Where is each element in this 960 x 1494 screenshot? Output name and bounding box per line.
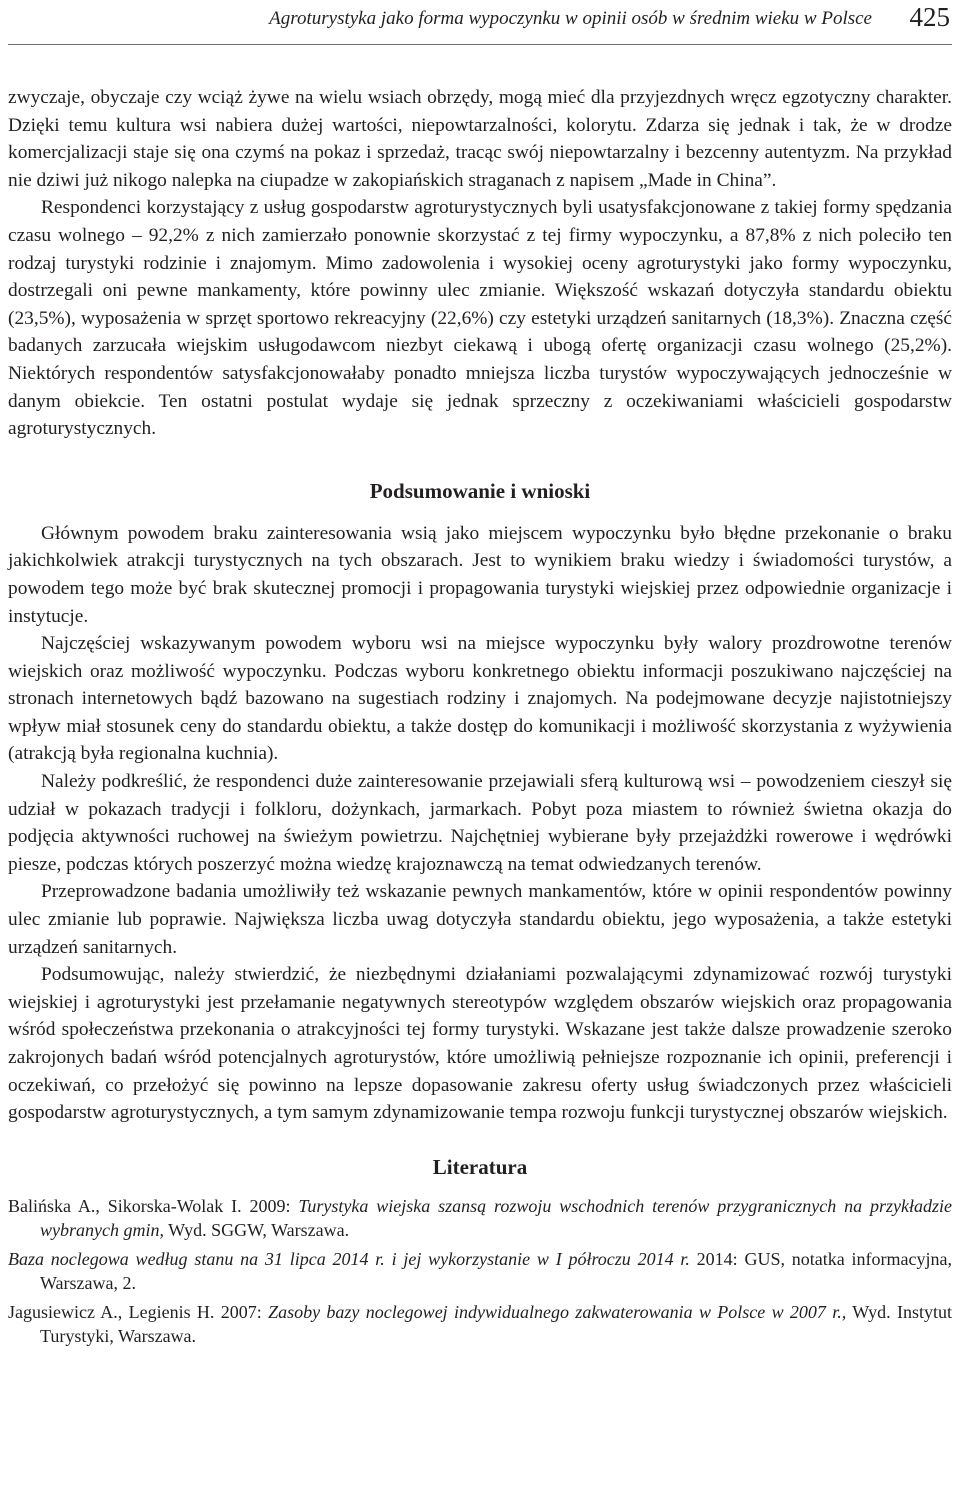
reference-entry [8, 1247, 952, 1295]
page-number: 425 [909, 2, 950, 32]
article-body [8, 84, 952, 1348]
reference-publisher: Wyd. Instytut Turystyki, Warszawa. [40, 1301, 952, 1346]
summary-paragraph: Głównym powodem braku zainteresowania wsią jako miejscem wypoczynku było błędne przekonanie o braku jakichkolwiek atrakcji turystycznych na tych obszarach. Jest to wynikiem braku wiedzy i świadomości turystów, a powodem tego może być brak skutecznej promocji i propagowania turystyki wiejskiej przez odpowiednie organizacje i instytucje. [8, 522, 952, 627]
summary-paragraph: Najczęściej wskazywanym powodem wyboru wsi na miejsce wypoczynku były walory prozdrowotne terenów wiejskich oraz możliwość wypoczynku. Podczas wyboru konkretnego obiektu informacji poszukiwano najczęściej na stronach internetowych bądź bazowano na sugestiach rodziny i znajomych. Na podejmowane decyzje najistotniejszy wpływ miał stosunek ceny do standardu obiektu, a także dostęp do komunikacji i możliwość skorzystania z wyżywienia (atrakcją była regionalna kuchnia). [8, 633, 952, 765]
reference-entry [8, 1194, 952, 1242]
summary-paragraph: Przeprowadzone badania umożliwiły też wskazanie pewnych mankamentów, które w opinii respondentów powinny ulec zmianie lub poprawie. Największa liczba uwag dotyczyła standardu obiektu, jego wyposażenia, a także estetyki urządzeń sanitarnych. [8, 881, 952, 958]
section-heading-literature: Literatura [432, 1154, 528, 1179]
reference-title: Turystyka wiejska szansą rozwoju wschodnich terenów przygranicznych na przykładzie wybranych gmin, [40, 1195, 952, 1240]
running-header [8, 0, 952, 45]
reference-title: Baza noclegowa według stanu na 31 lipca 2014 r. i jej wykorzystanie w I półroczu 2014 r. [8, 1248, 690, 1269]
reference-title: Zasoby bazy noclegowej indywidualnego zakwaterowania w Polsce w 2007 r., [268, 1301, 847, 1322]
paragraph-respondents: Respondenci korzystający z usług gospodarstw agroturystycznych byli usatysfakcjonowane z takiej formy spędzania czasu wolnego – 92,2% z nich zamierzało ponownie skorzystać z tej firmy wypoczynku, a 87,8% z nich poleciło ten rodzaj turystyki rodzinie i znajomym. Mimo zadowolenia i wysokiej oceny agroturystyki jako formy wypoczynku, dostrzegali oni pewne mankamenty, które powinny ulec zmianie. Większość wskazań dotyczyła standardu obiektu (23,5%), wyposażenia w sprzęt sportowo rekreacyjny (22,6%) czy estetyki urządzeń sanitarnych (18,3%). Znaczna część badanych zarzucała wiejskim usługodawcom niezbyt ciekawą i ubogą ofertę organizacji czasu wolnego (25,2%). Niektórych respondentów satysfakcjonowałaby ponadto mniejsza liczba turystów wypoczywających jednocześnie w danym obiekcie. Ten ostatni postulat wydaje się jednak sprzeczny z oczekiwaniami właścicieli gospodarstw agroturystycznych. [8, 197, 952, 440]
running-title: Agroturystyka jako forma wypoczynku w opinii osób w średnim wieku w Polsce [269, 8, 872, 29]
reference-publisher: Wyd. SGGW, Warszawa. [163, 1219, 350, 1240]
reference-publisher: 2014: GUS, notatka informacyjna, Warszawa, 2. [40, 1248, 952, 1293]
summary-paragraph: Należy podkreślić, że respondenci duże zainteresowanie przejawiali sferą kulturową wsi – powodzeniem cieszył się udział w pokazach tradycji i folkloru, dożynkach, jarmarkach. Pobyt poza miastem to również świetna okazja do podjęcia aktywności ruchowej na świeżym powietrzu. Najchętniej wybierane były przejażdżki rowerowe i wędrówki piesze, podczas których poszerzyć można wiedzę krajoznawczą na temat odwiedzanych terenów. [8, 771, 952, 875]
reference-authors: Jagusiewicz A., Legienis H. 2007: [8, 1301, 269, 1322]
summary-paragraph: Podsumowując, należy stwierdzić, że niezbędnymi działaniami pozwalającymi zdynamizować rozwój turystyki wiejskiej i agroturystyki jest przełamanie negatywnych stereotypów względem obszarów wiejskich oraz propagowania wśród społeczeństwa przekonania o atrakcyjności tej formy turystyki. Wskazane jest także dalsze prowadzenie szeroko zakrojonych badań wśród potencjalnych agroturystów, które umożliwią pełniejsze rozpoznanie ich opinii, preferencji i oczekiwań, co przełożyć się powinno na lepsze dopasowanie zakresu oferty usług świadczonych przez właścicieli gospodarstw agroturystycznych, a tym samym zdynamizowanie tempa rozwoju funkcji turystycznej obszarów wiejskich. [8, 964, 952, 1124]
reference-entry [8, 1300, 952, 1348]
paragraph-continuation: zwyczaje, obyczaje czy wciąż żywe na wielu wsiach obrzędy, mogą mieć dla przyjezdnych wręcz egzotyczny charakter. Dzięki temu kultura wsi nabiera dużej wartości, niepowtarzalności, kolorytu. Zdarza się jednak i tak, że w drodze komercjalizacji staje się ona czymś na pokaz i sprzedaż, tracąc swój niepowtarzalny i bezcenny autentyzm. Na przykład nie dziwi już nikogo nalepka na ciupadze w zakopiańskich straganach z napisem „Made in China”. [8, 87, 952, 191]
section-heading-summary: Podsumowanie i wnioski [369, 478, 591, 503]
reference-authors: Balińska A., Sikorska-Wolak I. 2009: [8, 1195, 299, 1216]
